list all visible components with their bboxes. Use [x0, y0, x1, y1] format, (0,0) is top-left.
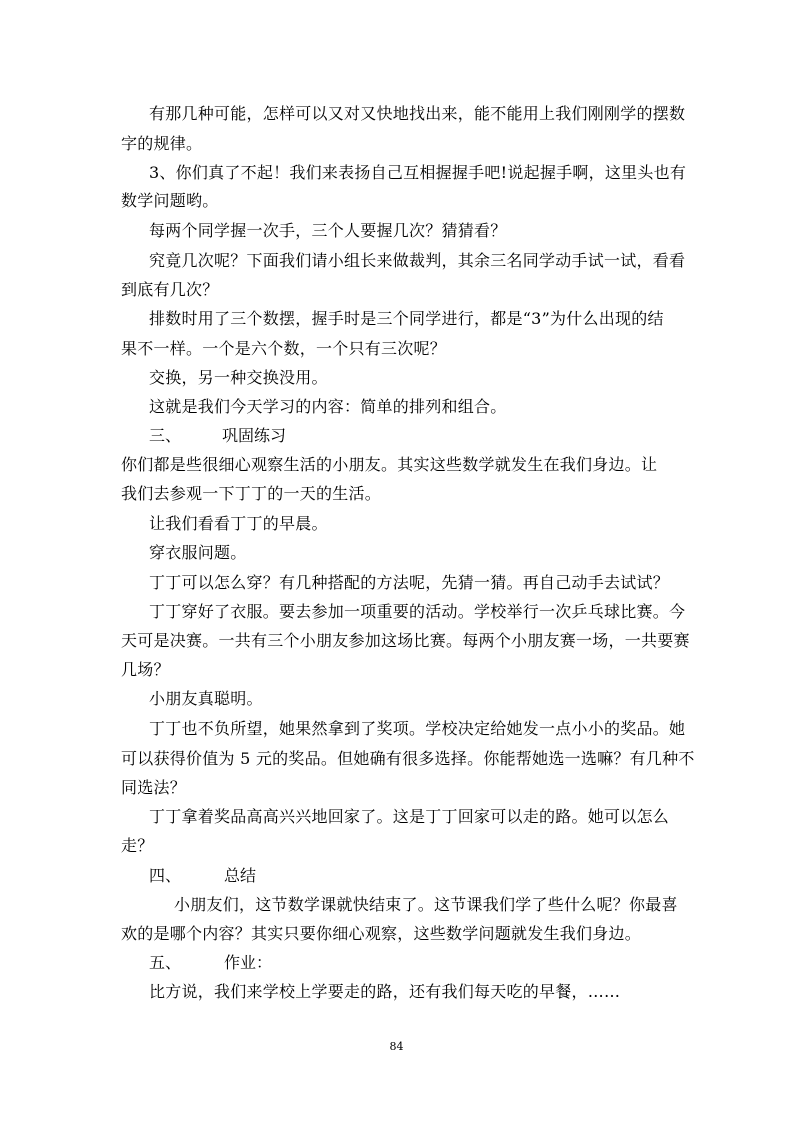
text-line: 排数时用了三个数摆，握手时是三个同学进行，都是“3”为什么出现的结 [149, 309, 664, 328]
text-line: 比方说，我们来学校上学要走的路，还有我们每天吃的早餐，…… [149, 982, 621, 1001]
text-line: 每两个同学握一次手，三个人要握几次？猜猜看？ [149, 221, 507, 240]
text-line: 这就是我们今天学习的内容：简单的排列和组合。 [149, 397, 507, 416]
text-line: 数学问题哟。 [121, 191, 219, 210]
section-number: 五、 [149, 953, 182, 972]
text-line: 交换，另一种交换没用。 [149, 368, 328, 387]
section-number: 三、 [149, 426, 182, 445]
text-line: 有那几种可能，怎样可以又对又快地找出来，能不能用上我们刚刚学的摆数 [149, 104, 686, 123]
text-line: 小朋友们，这节数学课就快结束了。这节课我们学了些什么呢？你最喜 [174, 895, 678, 914]
text-line: 走？ [121, 836, 154, 855]
text-line: 你们都是些很细心观察生活的小朋友。其实这些数学就发生在我们身边。让 [121, 455, 658, 474]
text-line: 丁丁拿着奖品高高兴兴地回家了。这是丁丁回家可以走的路。她可以怎么 [149, 807, 670, 826]
text-line: 可以获得价值为 5 元的奖品。但她确有很多选择。你能帮她选一选嘛？有几种不 [121, 749, 695, 768]
text-line: 3、你们真了不起！我们来表扬自己互相握握手吧!说起握手啊，这里头也有 [149, 163, 687, 182]
text-line: 究竟几次呢？下面我们请小组长来做裁判，其余三名同学动手试一试，看看 [149, 251, 686, 270]
text-line: 我们去参观一下丁丁的一天的生活。 [121, 484, 382, 503]
text-line: 小朋友真聪明。 [149, 689, 263, 708]
text-line: 字的规律。 [121, 134, 203, 153]
text-line: 果不一样。一个是六个数，一个只有三次呢？ [121, 339, 447, 358]
text-line: 穿衣服问题。 [149, 543, 247, 562]
text-line: 欢的是哪个内容？其实只要你细心观察，这些数学问题就发生我们身边。 [121, 924, 642, 943]
text-line: 让我们看看丁丁的早晨。 [149, 514, 328, 533]
text-line: 天可是决赛。一共有三个小朋友参加这场比赛。每两个小朋友赛一场，一共要赛 [121, 631, 690, 650]
section-number: 四、 [149, 866, 182, 885]
text-line: 到底有几次？ [121, 280, 219, 299]
text-line: 丁丁也不负所望，她果然拿到了奖项。学校决定给她发一点小小的奖品。她 [149, 719, 686, 738]
text-line: 丁丁穿好了衣服。要去参加一项重要的活动。学校举行一次乒乓球比赛。今 [149, 602, 686, 621]
section-title: 作业： [224, 953, 273, 972]
text-line: 丁丁可以怎么穿？有几种搭配的方法呢，先猜一猜。再自己动手去试试？ [149, 573, 670, 592]
page-number: 84 [389, 1040, 404, 1053]
text-line: 几场？ [121, 660, 170, 679]
text-line: 同选法？ [121, 778, 187, 797]
section-title: 巩固练习 [222, 426, 287, 445]
section-title: 总结 [224, 866, 257, 885]
